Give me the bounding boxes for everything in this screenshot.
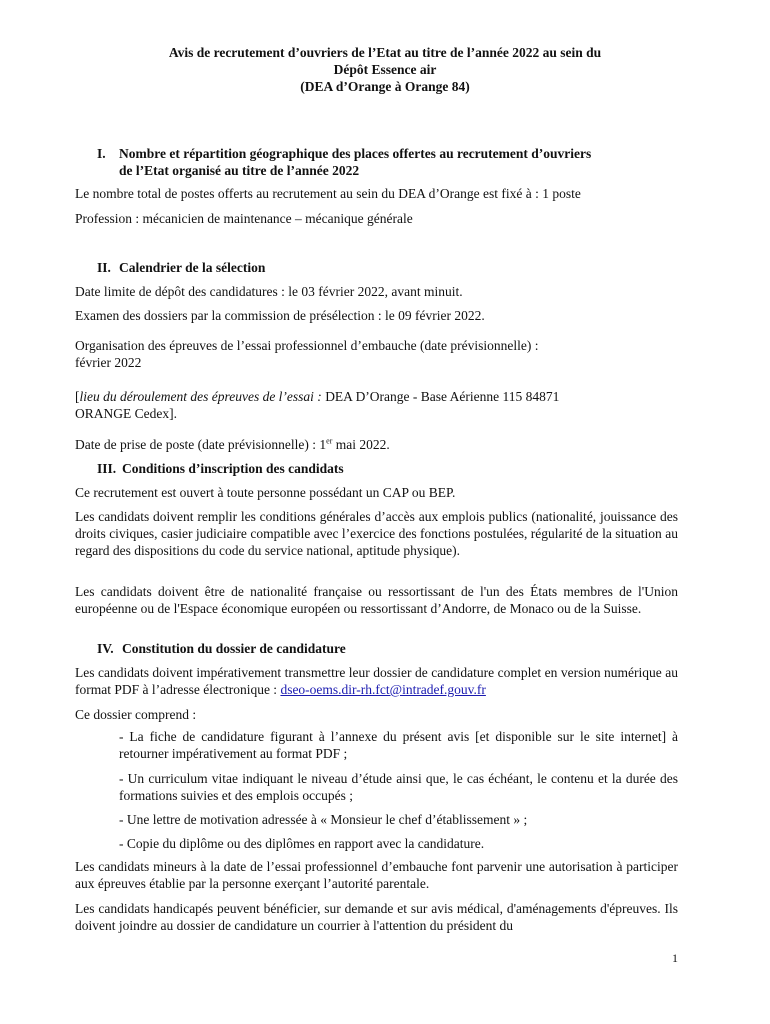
nationality-paragraph: Les candidats doivent être de nationalité française ou ressortissant de l'un des États membres de l'Union européenne ou de l'Espace économique européen ou ressortissant d’Andorre, de Monaco ou de la Suisse. — [75, 584, 678, 616]
eligibility-paragraph: Ce recrutement est ouvert à toute personne possédant un CAP ou BEP. — [75, 485, 456, 500]
dossier-item-diploma: - Copie du diplôme ou des diplômes en rapport avec la candidature. — [119, 836, 485, 851]
submission-paragraph: Les candidats doivent impérativement transmettre leur dossier de candidature complet en version numérique au format PDF à l’adresse électronique : dseo-oems.dir-rh.fct@intradef.gouv.fr — [75, 665, 678, 697]
email-link[interactable]: dseo-oems.dir-rh.fct@intradef.gouv.fr — [280, 682, 486, 697]
disabled-candidates-paragraph: Les candidats handicapés peuvent bénéficier, sur demande et sur avis médical, d'aménagements d'épreuves. Ils doivent joindre au dossier de candidature un courrier à l'attention du président du — [75, 901, 678, 933]
deadline-paragraph: Date limite de dépôt des candidatures : le 03 février 2022, avant minuit. — [75, 284, 463, 299]
exam-location-label: lieu du déroulement des épreuves de l’essai : — [79, 389, 322, 404]
total-posts-paragraph: Le nombre total de postes offerts au recrutement au sein du DEA d’Orange est fixé à : 1 poste — [75, 186, 581, 201]
minors-paragraph: Les candidats mineurs à la date de l’essai professionnel d’embauche font parvenir une autorisation à participer aux épreuves établie par la personne exerçant l’autorité parentale. — [75, 859, 678, 891]
section-1-title-line-1: Nombre et répartition géographique des places offertes au recrutement d’ouvriers — [119, 146, 592, 161]
dossier-intro: Ce dossier comprend : — [75, 707, 197, 722]
section-3-title: Conditions d’inscription des candidats — [122, 461, 344, 476]
exam-organisation-line-2: février 2022 — [75, 355, 142, 370]
notice-title-line-3: (DEA d’Orange à Orange 84) — [300, 79, 470, 94]
notice-title-line-1: Avis de recrutement d’ouvriers de l’Etat au titre de l’année 2022 au sein du — [168, 45, 602, 60]
section-2-title: Calendrier de la sélection — [119, 260, 266, 275]
notice-title-line-2: Dépôt Essence air — [333, 62, 437, 77]
dossier-item-cv: - Un curriculum vitae indiquant le niveau d’étude ainsi que, le cas échéant, le contenu et la durée des formations suivies et des emplois occupés ; — [119, 771, 678, 803]
general-conditions-paragraph: Les candidats doivent remplir les conditions générales d’accès aux emplois publics (nationalité, jouissance des droits civiques, casier judiciaire compatible avec l’exercice des fonctions postulées, régularité de la situation au regard des dispositions du code du service national, aptitude physique). — [75, 509, 678, 558]
section-1-number: I. — [97, 146, 106, 161]
page-number: 1 — [672, 951, 678, 965]
profession-paragraph: Profession : mécanicien de maintenance – mécanique générale — [75, 211, 413, 226]
section-4-title: Constitution du dossier de candidature — [122, 641, 346, 656]
start-date-paragraph: Date de prise de poste (date prévisionnelle) : 1er mai 2022. — [75, 436, 390, 452]
exam-location-line-1: [lieu du déroulement des épreuves de l’essai : DEA D’Orange - Base Aérienne 115 84871 — [75, 389, 560, 404]
exam-location-line-2: ORANGE Cedex]. — [75, 406, 177, 421]
section-1-title-line-2: de l’Etat organisé au titre de l’année 2022 — [119, 163, 360, 178]
dossier-item-application-form: - La fiche de candidature figurant à l’annexe du présent avis [et disponible sur le site internet] à retourner impérativement au format PDF ; — [119, 729, 678, 761]
dossier-item-motivation-letter: - Une lettre de motivation adressée à « Monsieur le chef d’établissement » ; — [119, 812, 528, 827]
section-4-number: IV. — [97, 641, 114, 656]
section-2-number: II. — [97, 260, 111, 275]
review-paragraph: Examen des dossiers par la commission de présélection : le 09 février 2022. — [75, 308, 485, 323]
exam-organisation-line-1: Organisation des épreuves de l’essai professionnel d’embauche (date prévisionnelle) : — [75, 338, 539, 353]
section-3-number: III. — [97, 461, 117, 476]
